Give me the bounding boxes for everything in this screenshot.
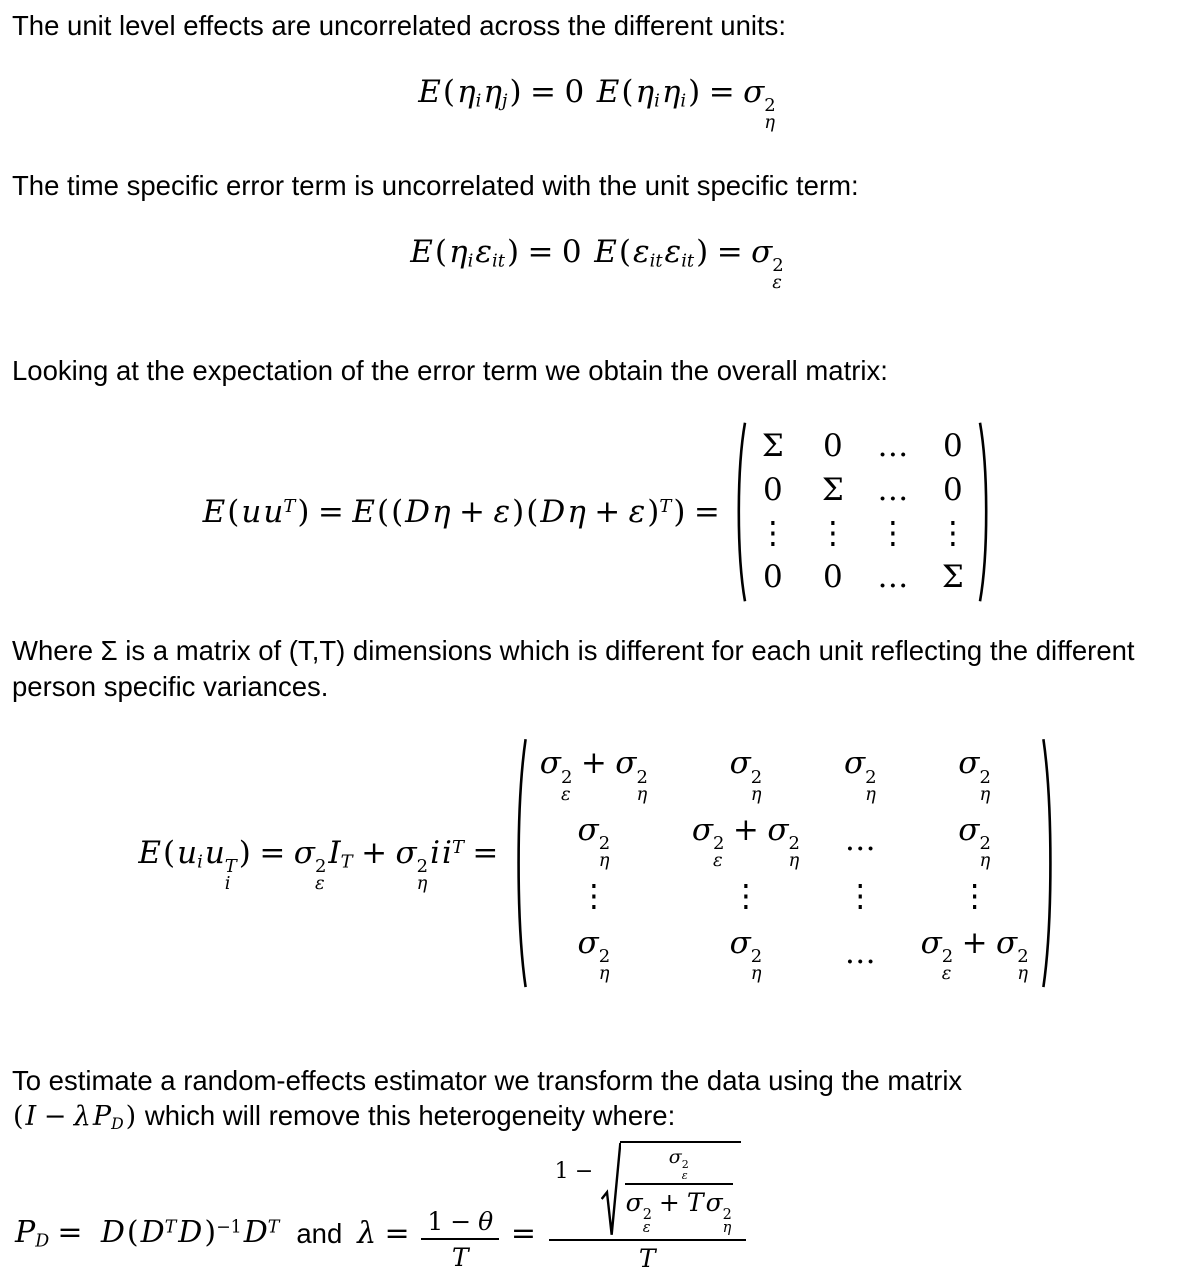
math-token: ) — [239, 835, 251, 871]
math-token: ηi — [457, 74, 481, 111]
math-token: ) — [507, 234, 519, 270]
theta-fraction-denominator — [451, 1240, 470, 1272]
matrix-cell — [762, 471, 784, 510]
math-token: ε — [493, 494, 510, 530]
math-token: D — [405, 494, 430, 530]
paragraph-expectation: Looking at the expectation of the error term we obtain the overall matrix: — [12, 353, 1182, 389]
square-root — [601, 1141, 741, 1238]
math-token: ) — [673, 494, 685, 530]
math-token: T — [452, 1243, 469, 1272]
variance-matrix — [512, 734, 1057, 992]
math-token: εit — [633, 234, 663, 271]
math-token: θ — [478, 1207, 493, 1236]
equation-variance-matrix — [12, 734, 1182, 992]
math-token: η — [567, 494, 586, 530]
matrix-cell — [816, 514, 849, 553]
equals-sign — [504, 1216, 544, 1251]
math-token: = — [717, 234, 743, 270]
math-token: = — [384, 1216, 409, 1251]
right-paren-icon — [1040, 734, 1057, 992]
radicand — [620, 1141, 741, 1238]
math-token: σ 2 η — [743, 74, 776, 132]
math-token: 0 — [823, 427, 843, 466]
math-token: σ 2 η — [615, 744, 648, 803]
math-token: σ 2 ε — [294, 835, 327, 893]
math-token: ⋮ — [730, 877, 761, 916]
math-token: $u^T$ — [263, 494, 295, 530]
variance-ratio-denominator — [625, 1185, 733, 1236]
math-token: ⋮ — [937, 514, 968, 553]
math-token: = — [528, 234, 554, 270]
lambda-big-fraction — [549, 1141, 746, 1273]
math-token: ⋮ — [757, 514, 788, 553]
math-token: ηi — [635, 74, 659, 111]
math-token: ( — [391, 494, 403, 530]
radical-icon — [601, 1141, 621, 1238]
matrix-cell — [577, 811, 612, 870]
math-token: … — [845, 934, 876, 973]
math-token: − — [450, 1207, 471, 1236]
math-token: σ 2 ε — [692, 811, 725, 870]
math-token: PD — [93, 1099, 124, 1134]
math-token: σ 2 η — [844, 744, 877, 803]
theta-fraction — [421, 1207, 499, 1272]
one-minus-prefix — [554, 1159, 599, 1184]
math-token: ε — [629, 494, 646, 530]
matrix-cell — [729, 924, 764, 983]
math-token: 1 — [427, 1207, 443, 1236]
matrix-cell — [942, 471, 964, 510]
math-token: D — [178, 1215, 202, 1250]
math-token: E — [594, 234, 617, 270]
inline-math-transform-matrix — [12, 1101, 137, 1132]
math-token: Σ — [942, 558, 964, 597]
math-token: ( — [227, 494, 239, 530]
math-token: = — [472, 835, 498, 871]
matrix-cell — [958, 877, 991, 916]
matrix-cell — [691, 811, 801, 870]
math-token: + — [962, 924, 988, 963]
matrix-cell — [577, 877, 610, 916]
math-token: ( — [526, 494, 538, 530]
math-token: σ 2 η — [578, 811, 611, 870]
math-token: … — [877, 558, 908, 597]
left-paren-icon — [512, 734, 529, 992]
matrix-cell — [539, 744, 649, 803]
matrix-cell — [761, 427, 785, 466]
math-token: ηj — [483, 74, 507, 111]
math-token: Σ — [762, 427, 784, 466]
matrix-cell — [844, 934, 877, 973]
paragraph-unit-effects: The unit level effects are uncorrelated across the different units: — [12, 8, 1182, 44]
math-token: = — [511, 1216, 536, 1251]
math-token: + — [659, 1188, 680, 1236]
math-token: ⋮ — [877, 514, 908, 553]
math-token: σ 2 ε — [921, 924, 954, 983]
matrix-cell — [942, 427, 964, 466]
matrix-cell — [844, 821, 877, 860]
math-token: ) — [126, 1099, 137, 1134]
math-token: i — [430, 835, 440, 871]
matrix-cell — [941, 558, 965, 597]
math-token: = — [57, 1215, 82, 1250]
equation-overall-matrix — [12, 419, 1182, 605]
math-token: ⋮ — [845, 877, 876, 916]
math-token: σ 2 ε — [669, 1146, 689, 1182]
math-token: σ 2 η — [958, 811, 991, 870]
math-token: ) — [512, 494, 524, 530]
matrix-cell — [762, 558, 784, 597]
equation-time-error-formula — [409, 234, 784, 292]
math-token: E — [597, 74, 620, 110]
matrix-cell — [729, 744, 764, 803]
math-token: ⋮ — [817, 514, 848, 553]
math-token: 0 — [763, 558, 783, 597]
matrix-cell — [920, 924, 1030, 983]
math-token: + — [581, 744, 607, 783]
sigma-block-matrix — [733, 419, 992, 605]
math-token: + — [733, 811, 759, 850]
math-token: 0 — [943, 471, 963, 510]
math-token: E — [418, 74, 441, 110]
lambda-equals — [356, 1216, 417, 1251]
matrix-cell — [876, 558, 909, 597]
math-token: T — [639, 1244, 656, 1273]
math-token: = — [259, 835, 285, 871]
math-token: ( — [621, 74, 633, 110]
paragraph-time-error: The time specific error term is uncorrelated with the unit specific term: — [12, 168, 1182, 204]
math-token: u — [241, 494, 261, 530]
theta-fraction-numerator — [421, 1207, 499, 1238]
math-token: σ 2 η — [578, 924, 611, 983]
math-token: η — [432, 494, 451, 530]
variance-matrix-grid — [529, 734, 1040, 992]
math-token: εit — [475, 234, 505, 271]
math-token: σ 2 ε — [751, 234, 784, 292]
sigma-block-matrix-grid — [748, 419, 977, 605]
paragraph-random-effects-line2: which will remove this heterogeneity where: — [137, 1100, 675, 1131]
paragraph-sigma-description: Where Σ is a matrix of (T,T) dimensions which is different for each unit reflecting the different person specific variances. — [12, 633, 1182, 705]
equation-unit-effects-formula — [417, 74, 776, 132]
math-token: D — [540, 494, 565, 530]
math-token: ⋮ — [959, 877, 990, 916]
equation-time-error — [12, 234, 1182, 292]
math-token: E — [203, 494, 226, 530]
math-token: ( — [619, 234, 631, 270]
projection-matrix-formula — [14, 1215, 280, 1251]
math-token: = — [694, 494, 720, 530]
math-token: … — [877, 471, 908, 510]
math-token: ( — [127, 1215, 139, 1250]
matrix-cell — [822, 427, 844, 466]
math-token: … — [845, 821, 876, 860]
math-token: I — [26, 1099, 37, 1134]
math-token: σ 2 η — [730, 744, 763, 803]
math-token: σ 2 ε — [540, 744, 573, 803]
math-token: ( — [443, 74, 455, 110]
matrix-cell — [957, 744, 992, 803]
math-token: )$^T$ — [647, 494, 671, 530]
lambda-big-fraction-denominator — [638, 1241, 657, 1273]
math-token: 0 — [564, 74, 584, 110]
math-token: + — [594, 494, 620, 530]
math-token: ( — [13, 1099, 24, 1134]
math-token: σ 2 ε — [626, 1188, 652, 1236]
math-token: 0 — [562, 234, 582, 270]
math-token: − — [575, 1159, 593, 1184]
math-token: T — [687, 1188, 704, 1236]
matrix-cell — [876, 471, 909, 510]
matrix-cell — [577, 924, 612, 983]
math-token: σ 2 η — [730, 924, 763, 983]
right-paren-icon — [977, 419, 992, 605]
matrix-cell — [729, 877, 762, 916]
math-token: σ 2 η — [958, 744, 991, 803]
math-token: IT — [328, 835, 352, 872]
math-token: u T i — [205, 835, 237, 893]
math-token: ηi — [449, 234, 473, 271]
variance-ratio-numerator — [663, 1146, 695, 1184]
math-token: $D^T$ — [141, 1215, 177, 1250]
equation-overall-matrix-lhs — [202, 494, 728, 530]
math-token: PD — [15, 1215, 49, 1251]
math-token: )$^{-1}$ — [204, 1215, 241, 1250]
math-token: 0 — [763, 471, 783, 510]
equation-lambda — [12, 1141, 1182, 1273]
math-token: … — [877, 427, 908, 466]
and-word: and — [296, 1218, 342, 1250]
math-token: σ 2 η — [706, 1188, 732, 1236]
math-token: D — [101, 1215, 125, 1250]
math-token: = — [530, 74, 556, 110]
math-token: ) — [688, 74, 700, 110]
matrix-cell — [936, 514, 969, 553]
math-token: λ — [357, 1216, 376, 1251]
math-token: E — [138, 835, 161, 871]
math-token: ) — [297, 494, 309, 530]
matrix-cell — [821, 471, 845, 510]
math-token: ( — [435, 234, 447, 270]
math-token: ( — [163, 835, 175, 871]
math-token: εit — [665, 234, 695, 271]
matrix-cell — [876, 514, 909, 553]
math-token: + — [459, 494, 485, 530]
math-token: ui — [177, 835, 203, 872]
math-token: ) — [696, 234, 708, 270]
math-token: 0 — [943, 427, 963, 466]
equation-unit-effects — [12, 72, 1182, 134]
matrix-cell — [843, 744, 878, 803]
math-token: 1 — [555, 1159, 569, 1184]
matrix-cell — [876, 427, 909, 466]
math-token: σ 2 η — [767, 811, 800, 870]
math-token: σ 2 η — [395, 835, 428, 893]
left-paren-icon — [733, 419, 748, 605]
math-token: E — [410, 234, 433, 270]
variance-ratio-fraction — [625, 1146, 733, 1237]
lambda-big-fraction-numerator — [549, 1141, 746, 1240]
math-token: ) — [510, 74, 522, 110]
math-token: = — [709, 74, 735, 110]
math-token: + — [361, 835, 387, 871]
math-token: E — [352, 494, 375, 530]
math-token: σ 2 η — [996, 924, 1029, 983]
matrix-cell — [957, 811, 992, 870]
paragraph-random-effects-line1: To estimate a random-effects estimator we transform the data using the matrix — [12, 1065, 962, 1096]
math-token: ⋮ — [578, 877, 609, 916]
paragraph-random-effects — [12, 1063, 1182, 1135]
matrix-cell — [844, 877, 877, 916]
math-token: 0 — [823, 558, 843, 597]
math-token: ηi — [662, 74, 686, 111]
math-token: − — [44, 1099, 67, 1134]
math-token: $i^T$ — [442, 835, 464, 871]
math-token: λ — [74, 1099, 91, 1134]
math-token: Σ — [822, 471, 844, 510]
equation-variance-matrix-lhs — [137, 835, 505, 893]
matrix-cell — [756, 514, 789, 553]
math-token: ( — [377, 494, 389, 530]
math-token: $D^T$ — [244, 1215, 280, 1250]
matrix-cell — [822, 558, 844, 597]
math-token: = — [318, 494, 344, 530]
